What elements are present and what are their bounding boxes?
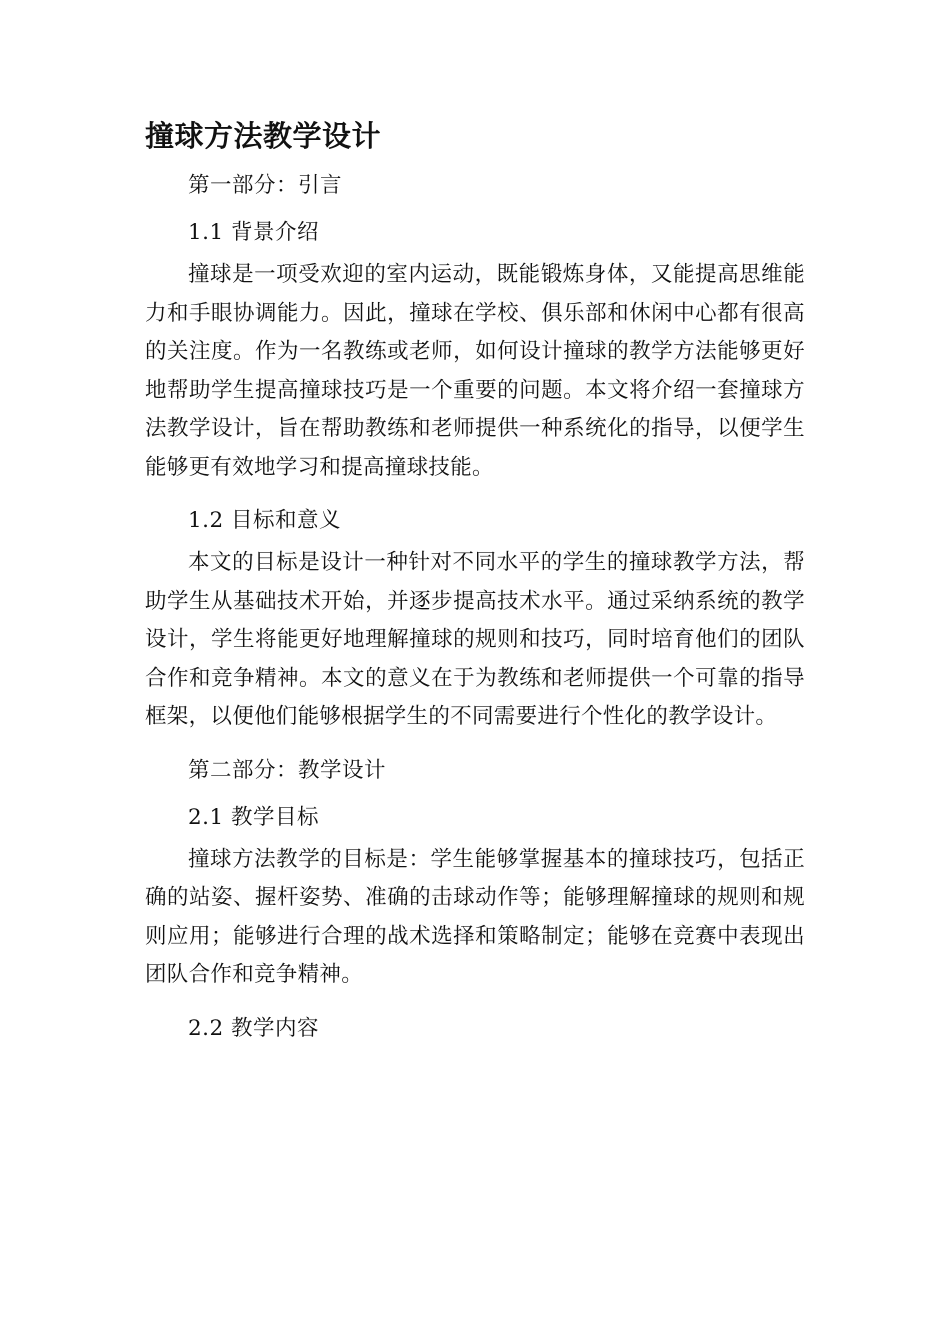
section-heading-part1: 第一部分：引言	[188, 173, 343, 198]
subsection-heading-2-2: 2.2 教学内容	[188, 1015, 320, 1041]
document-page	[145, 112, 805, 1052]
subsection-heading-1-1: 1.1 背景介绍	[188, 220, 320, 245]
subsection-heading-2-1: 2.1 教学目标	[188, 804, 320, 830]
subsection-heading-1-2: 1.2 目标和意义	[188, 508, 342, 533]
paragraph-goals: 本文的目标是设计一种针对不同水平的学生的撞球教学方法，帮助学生从基础技术开始，并逐步提高技术水平。通过采纳系统的教学设计，学生将能更好地理解撞球的规则和技巧，同时培育他们的团队合作和竞争精神。本文的意义在于为教练和老师提供一个可靠的指导框架，以便他们能够根据学生的不同需要进行个性化的教学设计。	[145, 550, 805, 729]
paragraph-teaching-goals: 撞球方法教学的目标是：学生能够掌握基本的撞球技巧，包括正确的站姿、握杆姿势、准确的击球动作等；能够理解撞球的规则和规则应用；能够进行合理的战术选择和策略制定；能够在竞赛中表现出团队合作和竞争精神。	[145, 846, 805, 987]
paragraph-background: 撞球是一项受欢迎的室内运动，既能锻炼身体，又能提高思维能力和手眼协调能力。因此，撞球在学校、俱乐部和休闲中心都有很高的关注度。作为一名教练或老师，如何设计撞球的教学方法能够更好地帮助学生提高撞球技巧是一个重要的问题。本文将介绍一套撞球方法教学设计，旨在帮助教练和老师提供一种系统化的指导，以便学生能够更有效地学习和提高撞球技能。	[145, 262, 805, 480]
document-title: 撞球方法教学设计	[145, 119, 382, 153]
section-heading-part2: 第二部分：教学设计	[188, 757, 387, 783]
